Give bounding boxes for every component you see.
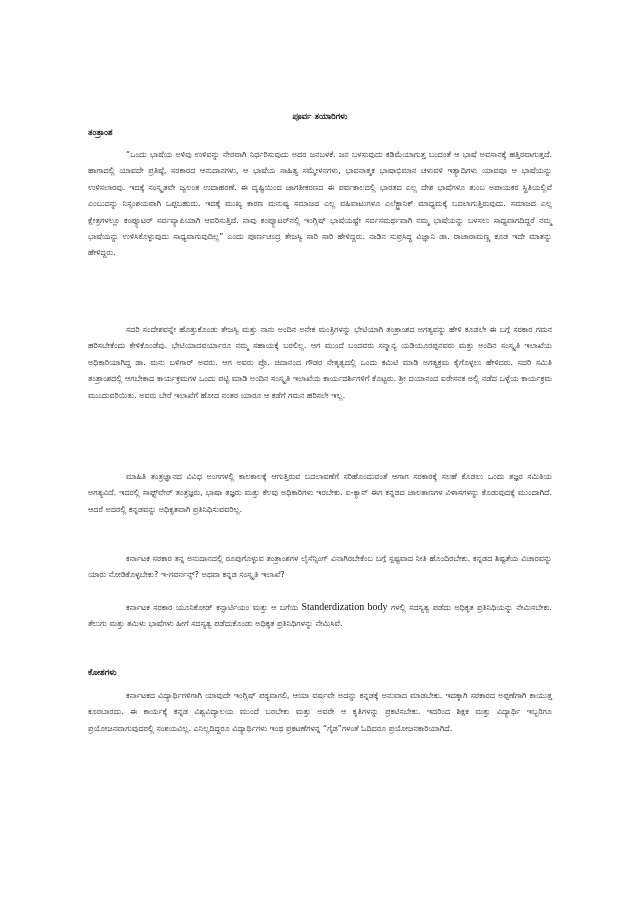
paragraph-text: ಗಳಲ್ಲಿ ಸದಸ್ಯತ್ವ ಪಡೆದು ಅಧಿಕೃತ ಪ್ರತಿನಿಧಿಯನ್ನು ನೇಮಿಸಬೇಕು. ತೆಲುಗು ಮತ್ತು ತಮಿಳು ಭಾಷೆಗಳು ಹೀಗೆ ಸದಸ್ಯತ್ವ ಪಡೆದುಕೊಂಡು ಅಧಿಕೃತ ಪ್ರತಿನಿಧಿಗಳನ್ನು ನೇಮಿಸಿವೆ.	[88, 603, 553, 629]
paragraph-text: ಕರ್ನಾಟಕ ಸರಕಾರ ಯೂನಿಕೋಡ್ ಕನ್ಸಾರ್ಟಿಯಂ ಮತ್ತು ಆ ಬಗೆಯ	[126, 603, 302, 612]
paragraph: ಕರ್ನಾಟಕದ ವಿದ್ಯಾರ್ಥಿಗಳಿಗಾಗಿ ಯಾವುದೇ ಇಂಗ್ಲಿಷ್ ಪಠ್ಯವಾಗಲಿ, ಆಯಾ ವರ್ಷವೇ ಅದನ್ನು ಕನ್ನಡಕ್ಕೆ ಅನುವಾದ ಮಾಡಬೇಕು. ಇದಕ್ಕಾಗಿ ಸರಕಾರದ ಅಪ್ಪಣೆಗಾಗಿ ಕಾಯುತ್ತ ಕೂರಬಾರದು. ಈ ಕಾರ್ಯಕ್ಕೆ ಕನ್ನಡ ವಿಶ್ವವಿದ್ಯಾಲಯ ಮುಂದೆ ಬರಬೇಕು ಮತ್ತು ಅವರೇ ಆ ಕೃತಿಗಳನ್ನು ಪ್ರಕಟಿಸಬೇಕು. ಇದರಿಂದ ಶಿಕ್ಷಕ ಮತ್ತು ವಿದ್ಯಾರ್ಥಿ ಇಬ್ಬರಿಗೂ ಪ್ರಯೋಜನವಾಗುವುದರಲ್ಲಿ ಸಂಶಯವಿಲ್ಲ. ಎನಿಲ್ಲದಿದ್ದರೂ ವಿದ್ಯಾರ್ಥಿಗಳು ಇಂಥ ಪ್ರಕಟಣೆಗಳನ್ನ “ಗೈಡ”ಗಳಂತೆ ಓದಿದರೂ ಪ್ರಯೋಜನಕಾರಿಯಾಗಿದೆ.	[88, 691, 552, 733]
section-heading-software: ತಂತ್ರಾಂಶ	[88, 128, 113, 138]
paragraph: “ಒಂದು ಭಾಷೆಯ ಅಳಿವು ಉಳಿವನ್ನು ನೇರವಾಗಿ ನಿರ್ಧರಿಸುವುದು ಅದರ ಜನಬಳಕೆ. ಜನ ಬಳಸುವುದು ಕಡಿಮೆಯಾಗುತ್ತ ಬಂದಂತೆ ಆ ಭಾಷೆ ಅವಸಾನಕ್ಕೆ ಹತ್ತಿರವಾಗುತ್ತದೆ. ಹಾಗಾದಲ್ಲಿ ಯಾವದೇ ಪ್ರತಿಷ್ಠೆ, ಸರಕಾರದ ಆನುದಾನಗಳು, ಆ ಭಾಷೆಯ ಸಾಹಿತ್ಯ ಸಮ್ಮೇಳನಗಳು, ಭಾವನಾತ್ಮಕ ಭಾಷಾಭಿಮಾನ ಚಳುವಳಿ ಇತ್ಯಾದಿಗಳು ಯಾವವೂ ಆ ಭಾಷೆಯನ್ನು ಉಳಿಸಲಾರವು. ಇದಕ್ಕೆ ಸಂಸ್ಕೃತವೇ ಜ್ವಲಂತ ಉದಾಹರಣೆ. ಈ ದೃಷ್ಟಿಯಿಂದ ಜಾಗತೀಕರಣದ ಈ ಪರ್ವಕಾಲದಲ್ಲಿ ಭಾರತದ ಎಲ್ಲ ದೇಶ ಭಾಷೆಗಳೂ ತುಂಬ ಅಪಾಯಕರ ಸ್ಥಿತಿಯಲ್ಲಿವೆ ಎಂಬುದನ್ನು ನಿಸ್ಸಂಶಯವಾಗಿ ಒಪ್ಪಬಹುದು. ಇದಕ್ಕೆ ಮುಖ್ಯ ಕಾರಣ ಮನುಷ್ಯ ಸಮಾಜದ ಎಲ್ಲ ವಹಿವಾಟುಗಳೂ ಎಲೆಕ್ಟ್ರಾನಿಕ್ ಮಾಧ್ಯಮಕ್ಕೆ ಬದಲಾಗುತ್ತಿರುವುದು. ಸಮಾಜದ ಎಲ್ಲ ಕ್ಷೇತ್ರಗಳಲ್ಲೂ ಕಂಪ್ಯೂಟರ್ ಸರ್ವವ್ಯಾಪಿಯಾಗಿ ಆವರಿಸುತ್ತಿದೆ. ನಾವು ಕಂಪ್ಯೂಟರ್‌ನಲ್ಲಿ ಇಂಗ್ಲಿಷ್ ಭಾಷೆಯಷ್ಟೇ ಸರ್ವಸಮರ್ಥವಾಗಿ ನಮ್ಮ ಭಾಷೆಯನ್ನು ಬಳಸಲು ಸಾಧ್ಯವಾಗದಿದ್ದರೆ ನಮ್ಮ ಭಾಷೆಯನ್ನು ಉಳಿಸಿಕೊಳ್ಳುವುದು ಸಾಧ್ಯವಾಗುವುದಿಲ್ಲ” ಎಂದು ಪೂರ್ಣಚಂದ್ರ ತೇಜಸ್ವಿ ಸಾರಿ ಸಾರಿ ಹೇಳಿದ್ದರು. ನಾಡಿನ ಸುಪ್ರಸಿದ್ಧ ವಿಜ್ಞಾನಿ ಡಾ. ರಾಜಾರಾಮಣ್ಣ ಕೂಡ ಇದೇ ಮಾತನ್ನು ಹೇಳಿದ್ದರು.	[88, 150, 552, 258]
paragraph: ಕರ್ನಾಟಕ ಸರಕಾರ ತನ್ನ ಅನುದಾನದಲ್ಲಿ ರೂಪುಗೊಳ್ಳುವ ತಂತ್ರಾಂಶಗಳ ಲೈಸೆನ್ಸಿಂಗ್ ವಿನಾಗಿರಬೇಕೆಂಬ ಬಗ್ಗೆ ಸ್ಪಷ್ಟವಾದ ನೀತಿ ಹೊಂದಿರಬೇಕು. ಕನ್ನಡದ ಶಿಷ್ಟತೆಯ ವಿಚಾರವನ್ನು ಯಾರು ನೋಡಿಕೊಳ್ಳಬೇಕು? ಇ-ಗವರ್ನನ್ಸ್? ಅಥವಾ ಕನ್ನಡ ಸಂಸ್ಕೃತಿ ಇಲಾಖೆ?	[88, 554, 552, 580]
latin-term: Standerdization body	[301, 602, 388, 613]
paragraph-standards	[88, 600, 552, 633]
page-title: ಪೂರ್ವ ತಯಾರಿಗಳು	[292, 112, 348, 122]
paragraph: ಮಾಹಿತಿ ತಂತ್ರಜ್ಞಾನದ ವಿವಿಧ ಅಂಗಗಳಲ್ಲಿ ಕಾಲಕಾಲಕ್ಕೆ ಆಗುತ್ತಿರುವ ಬದಲಾವಣೆಗೆ ಸರಿಹೊಂದುವಂತೆ ಆಗಾಗ ಸರಕಾರಕ್ಕೆ ಸಲಹೆ ಕೊಡಲು ಒಂದು ತಜ್ಞರ ಸಮಿತಿಯ ಅಗತ್ಯವಿದೆ. ಇದರಲ್ಲಿ ಸಾಫ್ಟ್‌ವೇರ್ ತಂತ್ರಜ್ಞರು, ಭಾಷಾ ತಜ್ಞರು ಮತ್ತು ಕೆಲವು ಅಧಿಕಾರಿಗಳು ಇರಬೇಕು. ಐ-ಕ್ಯಾನ್ ಈಗ ಕನ್ನಡದ ಜಾಲತಾಣಗಳ ವಿಳಾಸಗಳನ್ನು ಕೊಡುವುದಕ್ಕೆ ಮುಂದಾಗಿದೆ. ಆದರೆ ಅದರಲ್ಲಿ ಕನ್ನಡವನ್ನು ಅಧಿಕೃತವಾಗಿ ಪ್ರತಿನಿಧಿಸುವವರಿಲ್ಲ.	[88, 472, 552, 514]
section-heading-dictionaries: ಕೋಶಗಳು	[88, 668, 117, 678]
paragraph: ಸದರಿ ಸಂದೇಶವನ್ನೇ ಹೊತ್ತುಕೊಂಡು ತೇಜಸ್ವಿ ಮತ್ತು ನಾನು ಅಂದಿನ ಅನೇಕ ಮಂತ್ರಿಗಳನ್ನು ಭೇಟಿಯಾಗಿ ತಂತ್ರಾಂಶದ ಅಗತ್ಯವನ್ನು ಹೇಳಿ ಕೂಡಲೇ ಈ ಬಗ್ಗೆ ಸರಕಾರ ಗಮನ ಹರಿಸಬೇಕೆಂದು ಕೇಳಿಕೊಂಡೆವು. ಭೇಟಿಯಾದವರ್ಯಾರೂ ನಮ್ಮ ಸಹಾಯಕ್ಕೆ ಬರಲಿಲ್ಲ. ಆಗ ಮುಂದೆ ಬಂದವರು ಸನ್ಮಾನ್ಯ ಯಡಿಯೂರಪ್ಪನವರು ಮತ್ತು ಅಂದಿನ ಸಂಸ್ಕೃತಿ ಇಲಾಖೆಯ ಅಧಿಕಾರಿಯಾಗಿದ್ದ ಡಾ. ಮನು ಬಳಿಗಾರ್ ಅವರು. ಆಗ ಅವರು ಪ್ರೊ. ಚಿದಾನಂದ ಗೌಡರ ನೇತೃತ್ವದಲ್ಲಿ ಒಂದು ಕಮಿಟಿ ಮಾಡಿ ಅಗತ್ಯಕ್ರಮ ಕೈಗೊಳ್ಳಲು ಹೇಳಿದರು. ಸದರಿ ಸಮಿತಿ ತಂತ್ರಾಂಶದಲ್ಲಿ ಆಗಬೇಕಾದ ಕಾರ್ಯಕ್ರಮಗಳ ಒಂದು ಪಟ್ಟಿ ಮಾಡಿ ಅಂದಿನ ಸಂಸ್ಕೃತಿ ಇಲಾಖೆಯ ಕಾರ್ಯದರ್ಶಿಗಳಿಗೆ ಕೊಟ್ಟರು. ಶ್ರೀ ದಯಾನಂದ ಐರೇಸನಕ ಅಲ್ಲಿ ನಡೆದ ಒಳ್ಳೆಯ ಕಾರ್ಯಕ್ರಮ ಮುಂದುವರಿಯಿತು. ಅವರು ಬೇರೆ ಇಲಾಖೆಗೆ ಹೋದ ನಂತರ ಯಾರೂ ಆ ಕಡೆಗೆ ಗಮನ ಹರಿಸಲೇ ಇಲ್ಲ.	[88, 325, 552, 400]
